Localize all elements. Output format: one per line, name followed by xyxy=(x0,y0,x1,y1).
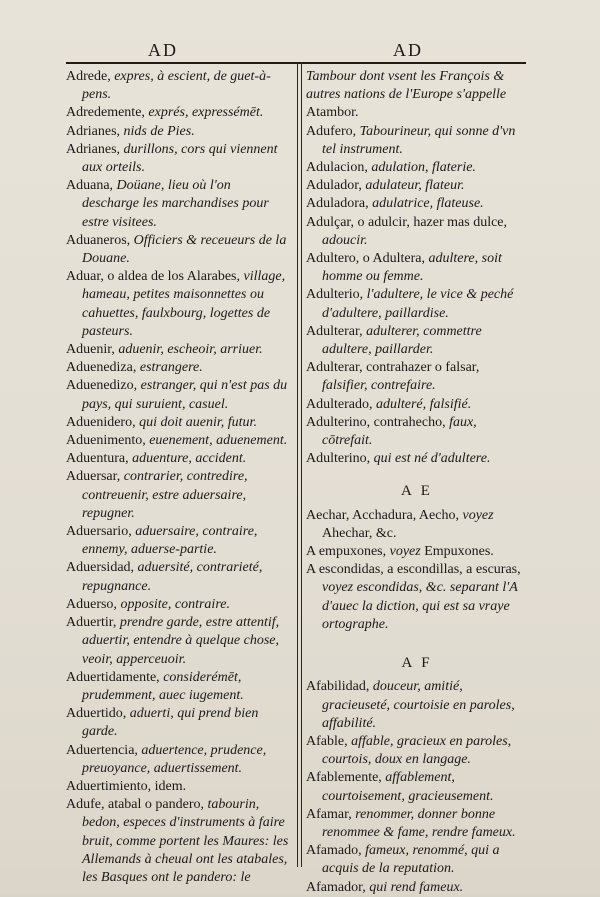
headword: Adrianes, xyxy=(66,141,124,157)
entry xyxy=(306,561,528,634)
headword: A empuxones, xyxy=(306,544,390,560)
definition: affablement, courtoisement, gracieusement. xyxy=(322,770,494,804)
cross-reference: Ahechar, &c. xyxy=(322,525,397,541)
headword: A escondidas, a escondillas, a escuras, xyxy=(306,562,521,578)
entry xyxy=(306,879,528,897)
entry xyxy=(66,377,290,413)
entry xyxy=(306,733,528,769)
headword: Aduaneros, xyxy=(66,232,134,248)
entry xyxy=(306,195,528,213)
definition: affable, gracieux en paroles, courtois, doux en langage. xyxy=(322,733,512,768)
definition: Tabourineur, qui sonne d'vn tel instrument. xyxy=(322,123,516,157)
entry xyxy=(66,68,290,104)
headword: Adulador, xyxy=(306,178,366,194)
headword: Aduenediza, xyxy=(66,360,140,376)
headword: Aduertido, xyxy=(66,706,130,722)
entry xyxy=(66,341,290,359)
entry xyxy=(306,250,528,286)
headword: Adrianes, xyxy=(66,123,124,139)
definition: opposite, contraire. xyxy=(120,596,230,612)
entry xyxy=(66,705,290,741)
definition: nids de Pies. xyxy=(123,123,195,139)
entry xyxy=(306,678,528,733)
entry xyxy=(306,769,528,805)
entry xyxy=(306,286,528,322)
headword: Atambor. xyxy=(306,105,359,121)
headword: Aduertir, xyxy=(66,615,120,631)
entry xyxy=(66,177,290,232)
headword: Aduana, xyxy=(66,178,117,194)
column-divider xyxy=(297,62,298,867)
entry xyxy=(306,842,528,878)
headword: Aduertencia, xyxy=(66,742,142,758)
definition: adulterer, commettre adultere, paillarder. xyxy=(322,323,482,358)
entry xyxy=(306,806,528,842)
headword: Aduladora, xyxy=(306,196,373,212)
cross-reference: Empuxones. xyxy=(420,544,494,560)
headword: Adulterado, xyxy=(306,396,376,412)
definition: euenement, aduenement. xyxy=(149,433,288,449)
entry xyxy=(66,141,290,177)
entry xyxy=(66,559,290,595)
definition: estrangere. xyxy=(139,360,203,376)
definition: aduenture, accident. xyxy=(132,451,247,467)
definition: Officiers & receueurs de la Douane. xyxy=(82,232,287,267)
definition: voyez xyxy=(389,544,421,560)
column-divider-double xyxy=(301,62,302,867)
entry xyxy=(66,450,290,468)
headword: Adulterio, xyxy=(306,287,367,303)
definition: voyez escondidas, &c. separant l'A d'auec la diction, qui est sa vraye ortographe. xyxy=(322,580,518,632)
entry xyxy=(66,796,290,887)
headword: Adulçar, o adulcir, hazer mas dulce, xyxy=(306,214,508,230)
headword: Aduersar, xyxy=(66,469,124,485)
definition: falsifier, contrefaire. xyxy=(322,378,436,394)
entry xyxy=(66,669,290,705)
definition: qui est né d'adultere. xyxy=(373,451,491,467)
headword: Aduersidad, xyxy=(66,560,138,576)
headword: Afable, xyxy=(306,733,352,749)
section-heading-af: A F xyxy=(401,655,433,672)
definition: aduertence, prudence, preuoyance, aduertissement. xyxy=(82,742,267,776)
entry xyxy=(66,742,290,778)
definition: durillons, cors qui viennent aux orteils. xyxy=(82,141,278,176)
definition: faux, cōtrefait. xyxy=(322,414,477,449)
headword: Afamar, xyxy=(306,806,356,822)
headword: Aduenir, xyxy=(66,342,119,358)
right-column xyxy=(306,68,528,897)
entry xyxy=(306,177,528,195)
headword: Adulterino, contrahecho, xyxy=(306,414,450,430)
definition: Doüane, lieu où l'on descharge les marchandises pour estre visitees. xyxy=(82,178,269,230)
entry xyxy=(66,523,290,559)
entry xyxy=(306,396,528,414)
headword: Aduenidero, xyxy=(66,414,140,430)
headword: Aechar, Acchadura, Aecho, xyxy=(306,507,463,523)
definition: adultere, soit homme ou femme. xyxy=(322,251,502,285)
entry xyxy=(66,359,290,377)
headword: Aduersario, xyxy=(66,524,136,540)
headword: Aduenedizo, xyxy=(66,378,141,394)
running-head-left: AD xyxy=(148,40,178,60)
entry-continuation xyxy=(306,68,528,123)
headword: Adufe, atabal o pandero, xyxy=(66,797,208,813)
headword: Adulterar, xyxy=(306,323,367,339)
definition: adulatrice, flateuse. xyxy=(372,196,484,212)
left-column xyxy=(66,68,290,887)
headword: Aduertimiento, idem. xyxy=(66,778,187,794)
definition: l'adultere, le vice & peché d'adultere, paillardise. xyxy=(322,287,514,321)
headword: Adufero, xyxy=(306,123,360,139)
headword: Adulacion, xyxy=(306,160,372,176)
definition: adulateur, flateur. xyxy=(365,178,465,194)
definition: adoucir. xyxy=(322,232,368,248)
headword: Adulterino, xyxy=(306,451,374,467)
definition: tabourin, bedon, especes d'instruments à faire bruit, comme portent les Maures: les Allemands à cheual ont les atabales, les Basques ont le pandero: le xyxy=(82,797,289,885)
definition: adulation, flaterie. xyxy=(371,160,476,176)
definition: voyez xyxy=(462,507,494,523)
entry xyxy=(66,596,290,614)
entry xyxy=(66,123,290,141)
definition: expres, à escient, de guet-à-pens. xyxy=(82,69,271,103)
header-rule xyxy=(66,62,526,64)
entry xyxy=(306,323,528,359)
headword: Adrede, xyxy=(66,69,115,84)
entry xyxy=(66,268,290,341)
headword: Aduenimento, xyxy=(66,433,150,449)
entry xyxy=(306,214,528,250)
definition: prendre garde, estre attentif, aduertir, entendre à quelque chose, veoir, apperceuoir. xyxy=(82,615,280,667)
entry xyxy=(66,468,290,523)
entry xyxy=(66,232,290,268)
headword: Afablemente, xyxy=(306,770,386,786)
entry xyxy=(66,614,290,669)
entry xyxy=(306,359,528,395)
entry xyxy=(66,778,290,796)
definition: aduerti, qui prend bien garde. xyxy=(82,706,259,740)
entry xyxy=(306,123,528,159)
running-head-right: AD xyxy=(393,40,423,60)
entry xyxy=(306,159,528,177)
definition: aduersité, contrarieté, repugnance. xyxy=(82,560,263,594)
definition: qui doit auenir, futur. xyxy=(139,414,257,430)
headword: Adultero, o Adultera, xyxy=(306,251,429,267)
headword: Adredemente, xyxy=(66,105,149,121)
entry xyxy=(66,104,290,122)
headword: Aduerso, xyxy=(66,596,121,612)
entry xyxy=(66,432,290,450)
definition: contrarier, contredire, contreuenir, estre aduersaire, repugner. xyxy=(82,469,248,521)
entry xyxy=(306,507,528,543)
definition: Tambour dont vsent les François & autres nations de l'Europe s'appelle xyxy=(306,69,507,103)
definition: considerémēt, prudemment, auec iugement. xyxy=(82,669,244,703)
definition: aduenir, escheoir, arriuer. xyxy=(118,342,263,358)
headword: Aduar, o aldea de los Alarabes, xyxy=(66,269,244,285)
entry xyxy=(306,450,528,468)
headword: Adulterar, contrahazer o falsar, xyxy=(306,360,480,376)
definition: aduersaire, contraire, ennemy, aduerse-partie. xyxy=(82,524,258,558)
entry xyxy=(66,414,290,432)
entry xyxy=(306,543,528,561)
definition: fameux, renommé, qui a acquis de la reputation. xyxy=(322,843,500,877)
definition: renommer, donner bonne renommee & fame, rendre fameux. xyxy=(322,806,516,840)
headword: Afabilidad, xyxy=(306,679,373,695)
headword: Afamador, xyxy=(306,879,370,895)
definition: douceur, amitié, graciеuseté, courtoisie en paroles, affabilité. xyxy=(322,679,515,731)
definition: adulteré, falsifié. xyxy=(375,396,472,412)
definition: village, hameau, petites maisonnettes ou cahuettes, faulxbourg, logettes de pasteurs. xyxy=(82,269,286,339)
entry xyxy=(306,414,528,450)
section-heading-ae: A E xyxy=(401,483,433,500)
definition: exprés, expressémēt. xyxy=(148,105,264,121)
headword: Aduentura, xyxy=(66,451,133,467)
definition: estranger, qui n'est pas du pays, qui suruient, casuel. xyxy=(82,378,288,412)
headword: Afamado, xyxy=(306,843,366,859)
headword: Aduertidamente, xyxy=(66,669,164,685)
definition: qui rend fameux. xyxy=(369,879,464,895)
